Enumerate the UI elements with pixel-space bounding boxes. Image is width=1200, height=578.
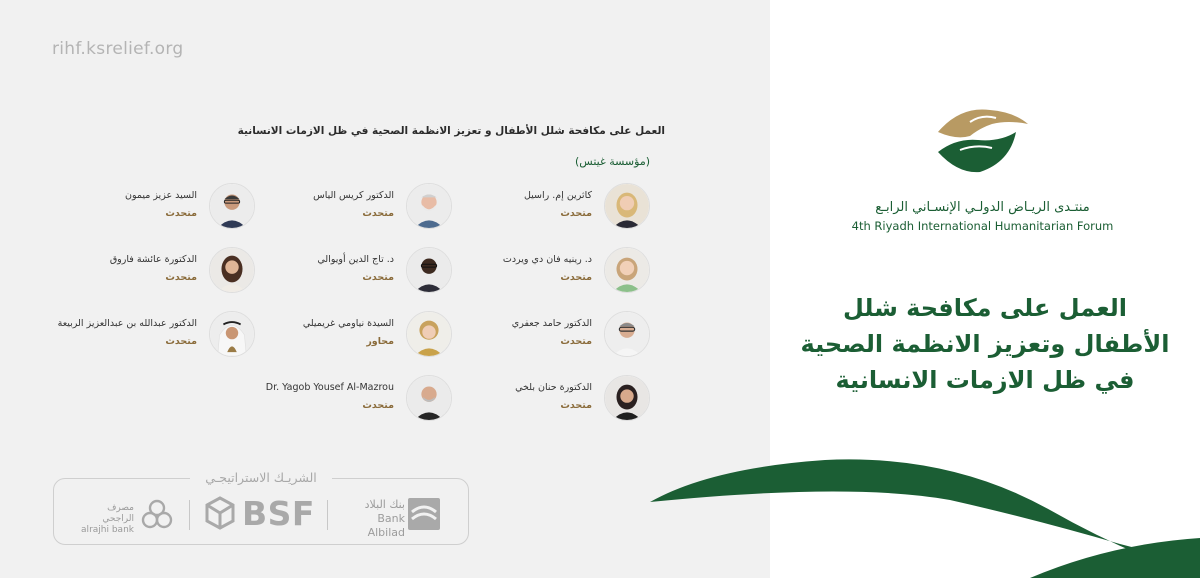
speaker-role: متحدث xyxy=(362,400,394,411)
forum-name-arabic: منتـدى الريـاض الدولـي الإنسـاني الرابـع xyxy=(875,200,1090,215)
speaker-avatar xyxy=(604,311,650,357)
speaker-name: كاثرين إم. راسيل xyxy=(523,190,592,201)
decorative-wave xyxy=(650,440,1200,578)
speaker-card xyxy=(55,183,255,231)
speaker-card xyxy=(252,247,452,295)
speaker-name: السيدة نياومي غريميلي xyxy=(302,318,394,329)
speaker-role: محاور xyxy=(366,336,394,347)
speaker-avatar xyxy=(604,183,650,229)
speaker-name: Dr. Yagob Yousef Al-Mazrou xyxy=(265,382,394,393)
speaker-avatar xyxy=(406,247,452,293)
speaker-name: د. رينيه فان دي ويردت xyxy=(502,254,592,265)
speaker-name: السيد عزيز ميمون xyxy=(124,190,197,201)
bank-albilad-logo-text: بنك البلاد Bank Albilad xyxy=(364,498,405,539)
speaker-role: متحدث xyxy=(362,272,394,283)
headline-line: في ظل الازمات الانسانية xyxy=(835,366,1135,394)
speaker-name: د. تاج الدين أويوالي xyxy=(317,254,394,265)
speaker-avatar xyxy=(406,375,452,421)
bank-albilad-logo-icon xyxy=(408,498,440,530)
speaker-name: الدكتور حامد جعفري xyxy=(511,318,592,329)
speaker-name: الدكتورة عائشة فاروق xyxy=(109,254,197,265)
speaker-card xyxy=(450,375,650,423)
speaker-name: الدكتور كريس الياس xyxy=(313,190,394,201)
session-title: العمل على مكافحة شلل الأطفال و تعزيز الانظمة الصحية في ظل الازمات الانسانية xyxy=(237,125,665,137)
speaker-role: متحدث xyxy=(165,272,197,283)
speaker-role: متحدث xyxy=(165,208,197,219)
headline-line: العمل على مكافحة شلل xyxy=(842,294,1128,322)
speaker-role: متحدث xyxy=(560,272,592,283)
speaker-card xyxy=(55,311,255,359)
speaker-card xyxy=(450,247,650,295)
forum-hands-logo-icon xyxy=(930,100,1040,182)
speaker-name: الدكتور عبدالله بن عبدالعزيز الربيعة xyxy=(57,318,197,329)
speaker-card xyxy=(252,311,452,359)
alrajhi-logo-icon xyxy=(140,498,174,532)
forum-name-english: 4th Riyadh International Humanitarian Forum xyxy=(851,219,1114,233)
session-header[interactable] xyxy=(237,121,665,141)
speaker-card xyxy=(450,183,650,231)
speaker-avatar xyxy=(406,311,452,357)
speaker-avatar xyxy=(604,375,650,421)
organization-label: (مؤسسة غيتس) xyxy=(575,155,650,168)
speaker-card xyxy=(450,311,650,359)
speaker-avatar xyxy=(406,183,452,229)
speaker-avatar xyxy=(604,247,650,293)
bsf-logo-text: BSF xyxy=(242,494,315,533)
bsf-logo-icon xyxy=(204,496,236,530)
speaker-role: متحدث xyxy=(560,208,592,219)
speaker-name: الدكتورة حنان بلخي xyxy=(515,382,592,393)
alrajhi-bank-logo-text: مصرف الراجحي alrajhi bank xyxy=(81,503,134,535)
partner-divider xyxy=(189,500,190,530)
speaker-role: متحدث xyxy=(165,336,197,347)
speaker-avatar xyxy=(209,183,255,229)
speaker-avatar xyxy=(209,311,255,357)
speaker-role: متحدث xyxy=(362,208,394,219)
speaker-card xyxy=(55,247,255,295)
speaker-card xyxy=(252,183,452,231)
speaker-card xyxy=(252,375,452,423)
speaker-role: متحدث xyxy=(560,400,592,411)
speaker-avatar xyxy=(209,247,255,293)
site-url[interactable]: rihf.ksrelief.org xyxy=(52,39,184,59)
partners-label: الشريـك الاستراتيجـي xyxy=(205,470,317,485)
session-headline xyxy=(790,290,1180,398)
partner-divider xyxy=(327,500,328,530)
headline-line: الأطفال وتعزيز الانظمة الصحية xyxy=(800,330,1170,358)
speaker-role: متحدث xyxy=(560,336,592,347)
